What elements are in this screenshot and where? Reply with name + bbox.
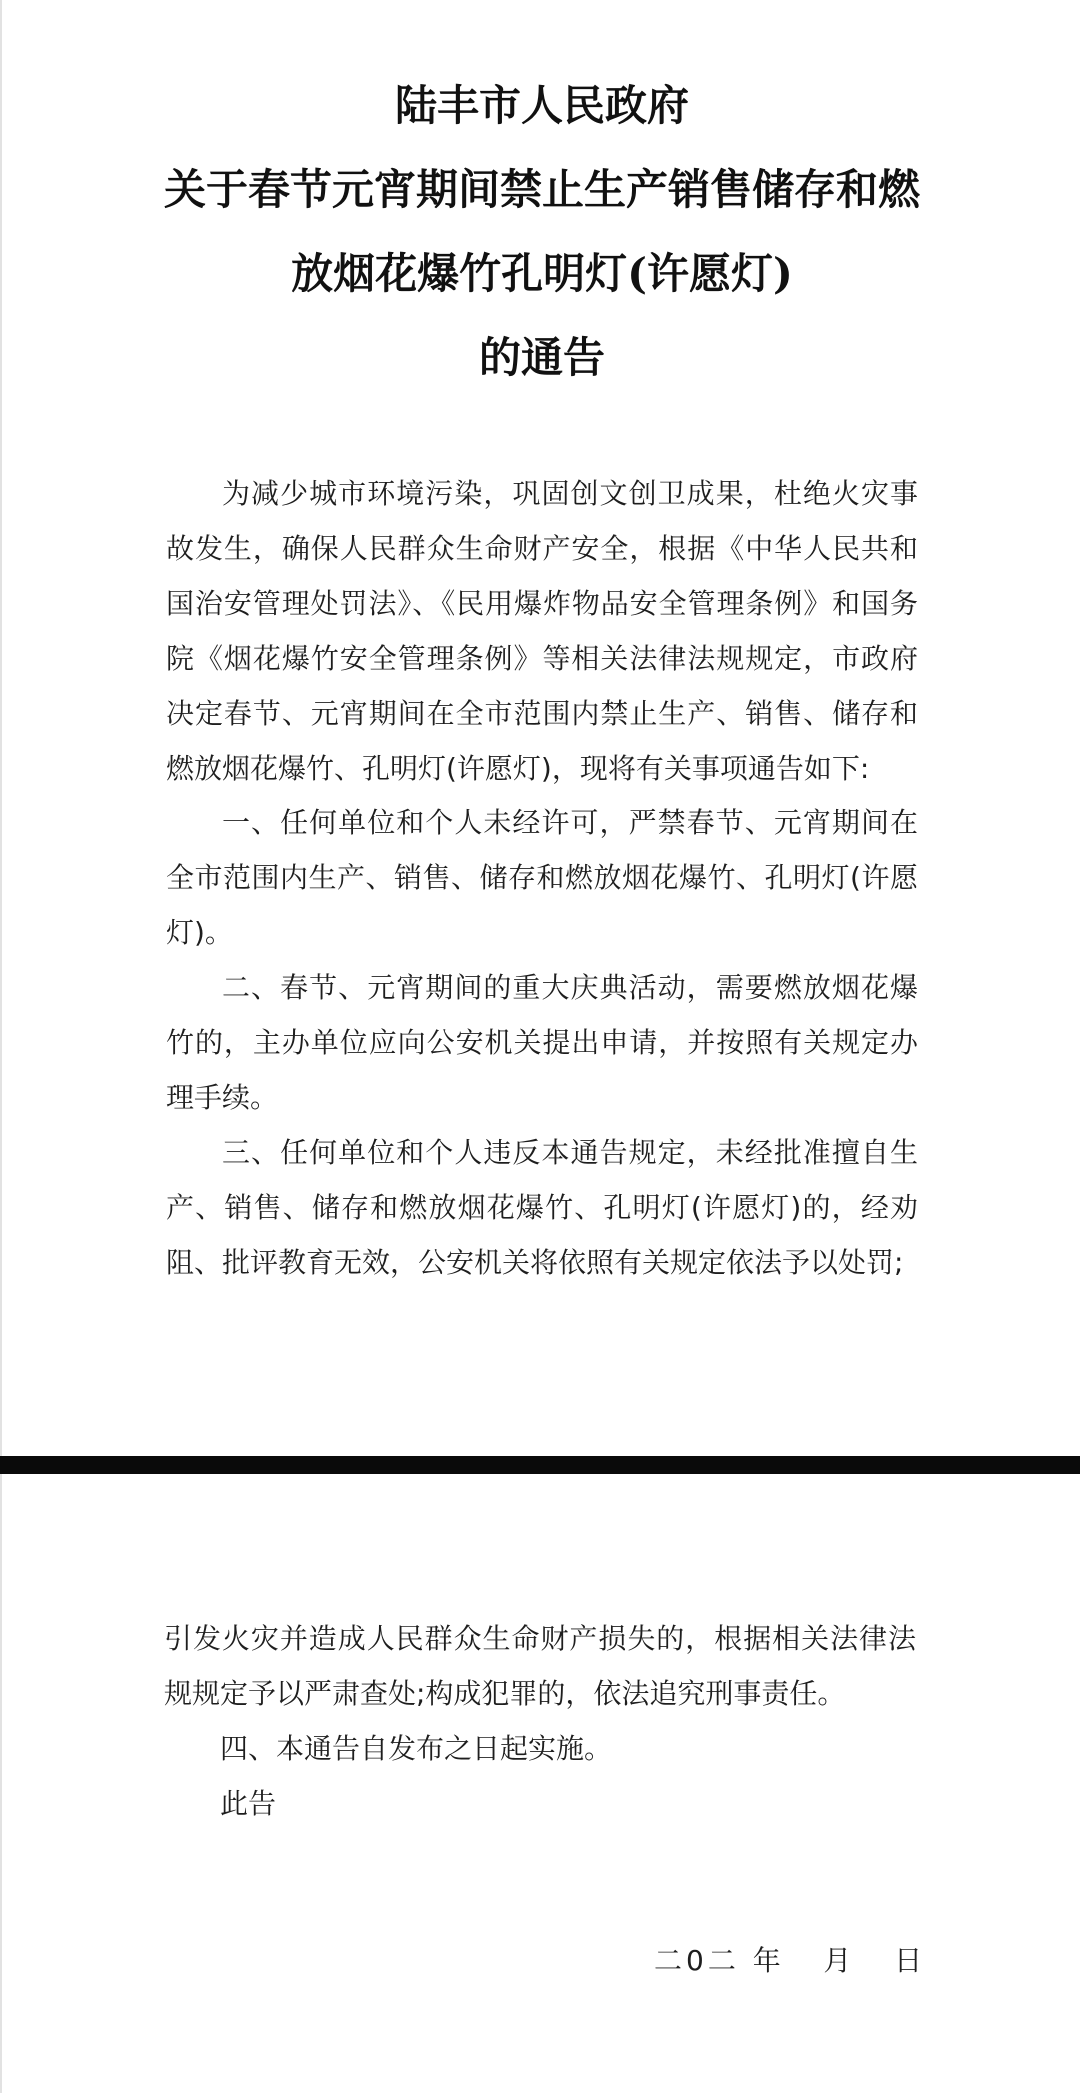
paragraph-item-1: 一、任何单位和个人未经许可，严禁春节、元宵期间在全市范围内生产、销售、储存和燃放烟花爆竹、孔明灯(许愿灯)。 (166, 806, 918, 949)
paragraph-item-3-part-2: 引发火灾并造成人民群众生命财产损失的，根据相关法律法规规定予以严肃查处;构成犯罪的，依法追究刑事责任。 (164, 1622, 916, 1710)
title-line-3: 放烟花爆竹孔明灯(许愿灯) (291, 249, 793, 298)
paragraph-intro: 为减少城市环境污染，巩固创文创卫成果，杜绝火灾事故发生，确保人民群众生命财产安全，根据《中华人民共和国治安管理处罚法》、《民用爆炸物品安全管理条例》和国务院《烟花爆竹安全管理条例》等相关法律法规规定，市政府决定春节、元宵期间在全市范围内禁止生产、销售、储存和燃放烟花爆竹、孔明灯(许愿灯)，现将有关事项通告如下: (166, 477, 918, 785)
title-issuer: 陆丰市人民政府 (394, 81, 689, 130)
title-line-2: 关于春节元宵期间禁止生产销售储存和燃 (163, 165, 920, 214)
paragraph-item-4: 四、本通告自发布之日起实施。 (220, 1732, 613, 1765)
paragraph-item-3-part-1: 三、任何单位和个人违反本通告规定，未经批准擅自生产、销售、储存和燃放烟花爆竹、孔明灯(许愿灯)的，经劝阻、批评教育无效，公安机关将依照有关规定依法予以处罚; (166, 1136, 918, 1279)
paragraph-item-2: 二、春节、元宵期间的重大庆典活动，需要燃放烟花爆竹的，主办单位应向公安机关提出申请，并按照有关规定办理手续。 (166, 971, 918, 1114)
closing-text: 此告 (220, 1787, 277, 1820)
issue-date: 二0二 年 月 日 (654, 1944, 927, 1977)
page-separator (0, 1456, 1080, 1474)
title-line-4: 的通告 (478, 333, 605, 382)
